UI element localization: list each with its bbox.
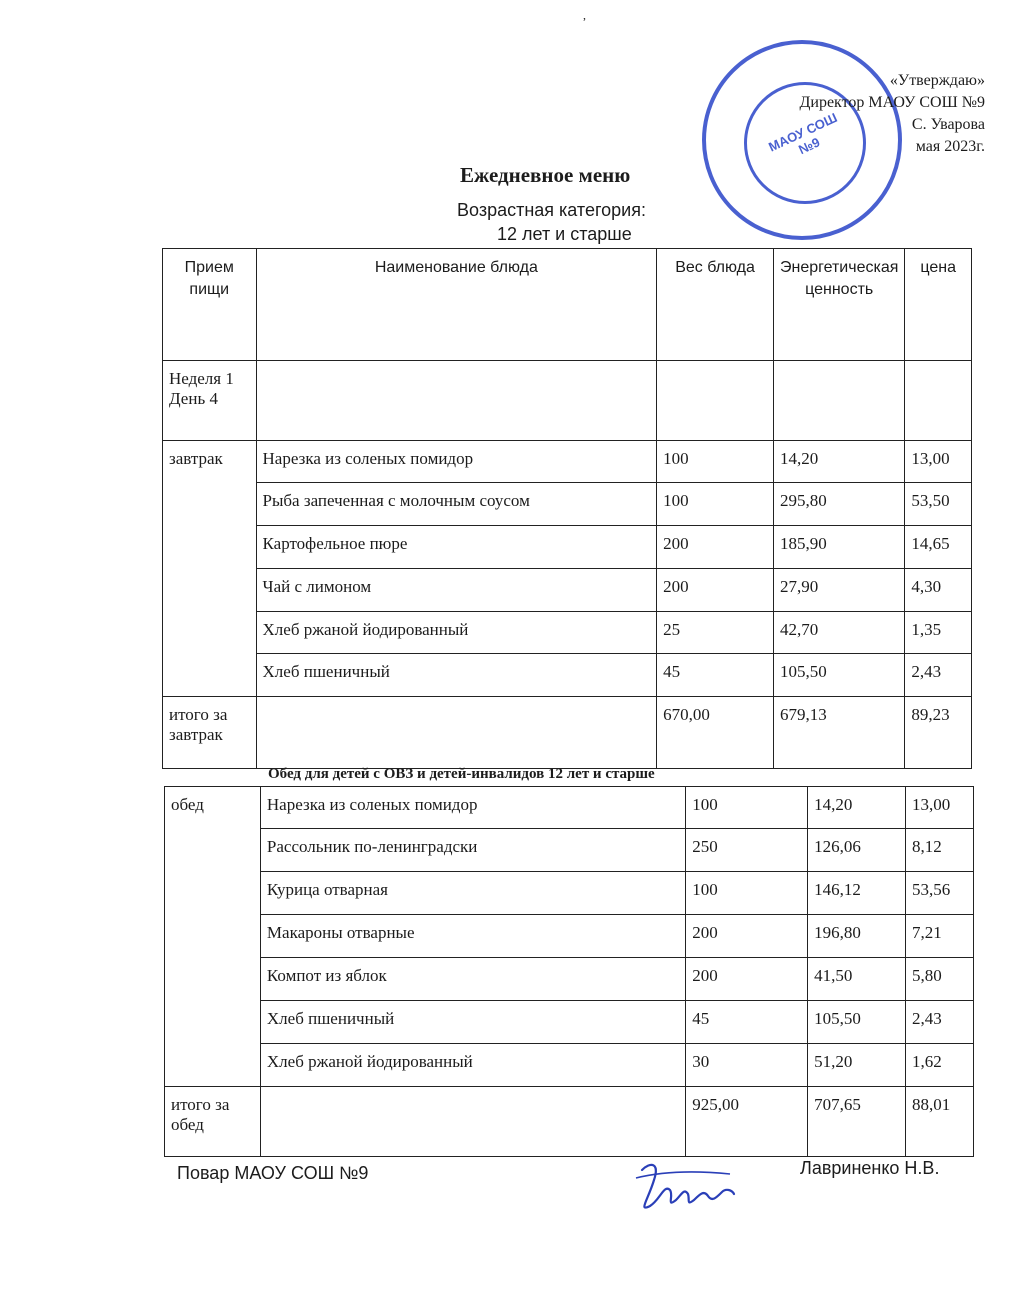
dish-price: 7,21 <box>906 915 974 958</box>
table-row <box>165 872 974 915</box>
dish-energy: 105,50 <box>808 1001 906 1044</box>
dish-weight: 30 <box>686 1044 808 1087</box>
age-category-label: Возрастная категория: <box>457 200 646 220</box>
header-weight: Вес блюда <box>657 249 774 361</box>
dish-price: 53,50 <box>905 483 972 526</box>
dish-name: Нарезка из соленых помидор <box>260 787 685 829</box>
dish-weight: 100 <box>686 787 808 829</box>
dish-price: 1,35 <box>905 612 972 654</box>
dish-name: Рыба запеченная с молочным соусом <box>256 483 657 526</box>
table-row <box>165 787 974 829</box>
approval-line-2: Директор МАОУ СОШ №9 <box>799 94 985 111</box>
table-row <box>163 612 972 654</box>
dish-energy: 42,70 <box>773 612 904 654</box>
dish-weight: 25 <box>657 612 774 654</box>
dish-energy: 14,20 <box>773 441 904 483</box>
total-weight: 925,00 <box>686 1087 808 1157</box>
document-title: Ежедневное меню <box>460 163 631 187</box>
total-price: 88,01 <box>906 1087 974 1157</box>
stamp-text: МАОУ СОШ №9 <box>766 109 840 158</box>
week-day-row <box>163 361 972 441</box>
dish-price: 1,62 <box>906 1044 974 1087</box>
dish-price: 13,00 <box>906 787 974 829</box>
table-row <box>163 526 972 569</box>
dish-energy: 295,80 <box>773 483 904 526</box>
dish-name: Хлеб ржаной йодированный <box>260 1044 685 1087</box>
dish-weight: 45 <box>657 654 774 697</box>
dish-weight: 100 <box>657 441 774 483</box>
approval-line-3: С. Уварова <box>911 116 985 133</box>
cook-label: Повар МАОУ СОШ №9 <box>177 1163 369 1183</box>
ovz-lunch-heading: Обед для детей с ОВЗ и детей-инвалидов 12 лет и старше <box>268 766 655 782</box>
header-price: цена <box>905 249 972 361</box>
dish-energy: 126,06 <box>808 829 906 872</box>
approval-line-1: «Утверждаю» <box>889 72 985 89</box>
dish-price: 8,12 <box>906 829 974 872</box>
header-dish: Наименование блюда <box>256 249 657 361</box>
dish-weight: 200 <box>657 569 774 612</box>
dish-name: Чай с лимоном <box>256 569 657 612</box>
dish-price: 14,65 <box>905 526 972 569</box>
table-row <box>165 829 974 872</box>
total-energy: 679,13 <box>773 697 904 769</box>
dish-weight: 200 <box>657 526 774 569</box>
dish-name: Хлеб пшеничный <box>256 654 657 697</box>
signature-icon <box>630 1160 740 1220</box>
dish-price: 13,00 <box>905 441 972 483</box>
dish-energy: 51,20 <box>808 1044 906 1087</box>
dish-price: 5,80 <box>906 958 974 1001</box>
table-row <box>163 483 972 526</box>
approval-line-4: мая 2023г. <box>915 138 985 155</box>
total-label: итого за завтрак <box>163 697 257 769</box>
table-row <box>165 1044 974 1087</box>
lunch-table <box>164 786 974 1157</box>
dish-energy: 196,80 <box>808 915 906 958</box>
dish-name: Рассольник по-ленинградски <box>260 829 685 872</box>
header-meal: Прием пищи <box>163 249 257 361</box>
table-row <box>165 1001 974 1044</box>
lunch-total-row <box>165 1087 974 1157</box>
cook-name: Лавриненко Н.В. <box>800 1158 940 1178</box>
dish-energy: 14,20 <box>808 787 906 829</box>
total-energy: 707,65 <box>808 1087 906 1157</box>
approval-block <box>740 70 985 158</box>
table-row <box>165 958 974 1001</box>
total-price: 89,23 <box>905 697 972 769</box>
header-energy: Энергетическая ценность <box>773 249 904 361</box>
dish-energy: 185,90 <box>773 526 904 569</box>
dish-name: Компот из яблок <box>260 958 685 1001</box>
table-header-row <box>163 249 972 361</box>
dish-weight: 45 <box>686 1001 808 1044</box>
dish-name: Хлеб пшеничный <box>260 1001 685 1044</box>
dish-name: Курица отварная <box>260 872 685 915</box>
dish-price: 2,43 <box>906 1001 974 1044</box>
dish-weight: 100 <box>657 483 774 526</box>
top-mark: , <box>583 8 586 22</box>
table-row <box>163 569 972 612</box>
age-category <box>457 198 697 246</box>
dish-weight: 250 <box>686 829 808 872</box>
dish-price: 2,43 <box>905 654 972 697</box>
dish-name: Макароны отварные <box>260 915 685 958</box>
dish-name: Хлеб ржаной йодированный <box>256 612 657 654</box>
breakfast-total-row <box>163 697 972 769</box>
dish-weight: 200 <box>686 958 808 1001</box>
breakfast-label: завтрак <box>163 441 257 697</box>
lunch-label: обед <box>165 787 261 1087</box>
total-label: итого за обед <box>165 1087 261 1157</box>
dish-name: Нарезка из соленых помидор <box>256 441 657 483</box>
week-day-label: Неделя 1 День 4 <box>163 361 257 441</box>
table-row <box>163 654 972 697</box>
dish-energy: 105,50 <box>773 654 904 697</box>
age-category-value: 12 лет и старше <box>497 224 632 244</box>
dish-energy: 27,90 <box>773 569 904 612</box>
dish-price: 4,30 <box>905 569 972 612</box>
breakfast-table <box>162 248 972 769</box>
total-weight: 670,00 <box>657 697 774 769</box>
table-row <box>165 915 974 958</box>
table-row <box>163 441 972 483</box>
dish-weight: 200 <box>686 915 808 958</box>
dish-weight: 100 <box>686 872 808 915</box>
dish-name: Картофельное пюре <box>256 526 657 569</box>
dish-energy: 146,12 <box>808 872 906 915</box>
dish-energy: 41,50 <box>808 958 906 1001</box>
dish-price: 53,56 <box>906 872 974 915</box>
